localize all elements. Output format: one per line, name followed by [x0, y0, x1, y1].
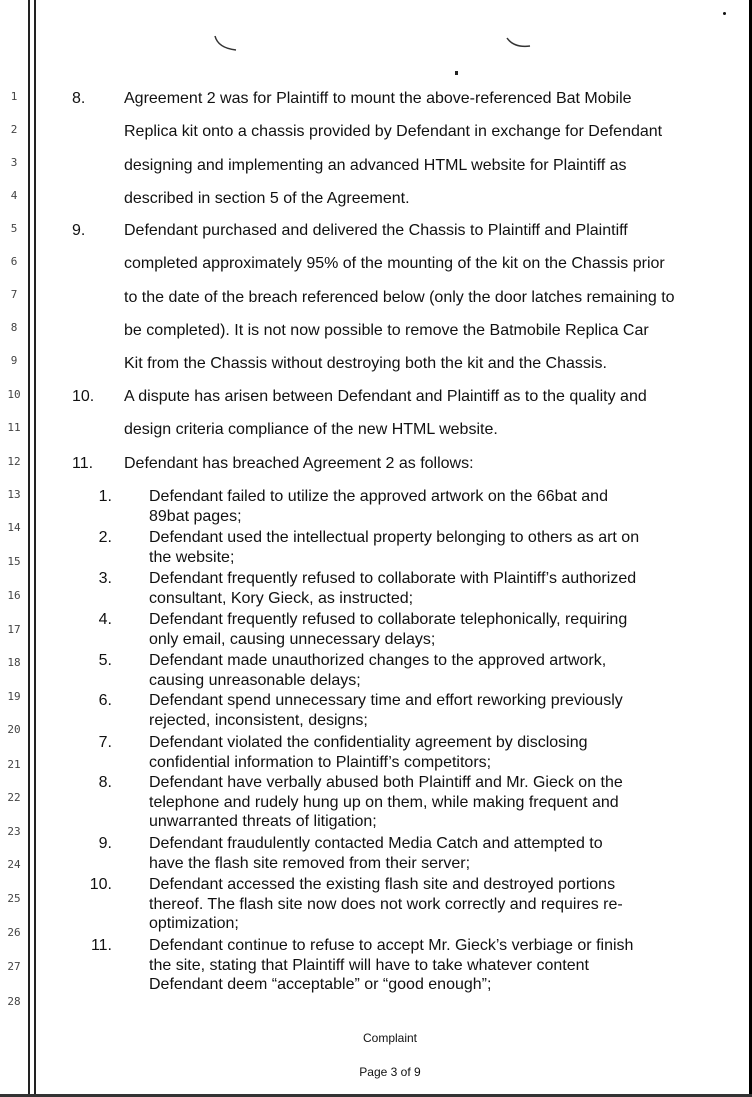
line-number: 19 — [7, 690, 21, 703]
scan-dot — [455, 71, 458, 75]
line-number: 24 — [7, 858, 21, 871]
breach-item-line: unwarranted threats of litigation; — [149, 813, 377, 830]
breach-item-number: 11. — [90, 937, 112, 954]
margin-rule-left — [28, 0, 30, 1097]
paragraph-line: Defendant has breached Agreement 2 as follows: — [124, 455, 474, 472]
line-number: 27 — [7, 960, 21, 973]
line-number: 3 — [10, 156, 18, 169]
breach-item-number: 9. — [98, 835, 112, 852]
breach-item-number: 7. — [98, 734, 112, 751]
breach-item-number: 6. — [98, 692, 112, 709]
line-number: 12 — [7, 455, 21, 468]
paragraph-line: design criteria compliance of the new HTML website. — [124, 421, 498, 439]
breach-item-line: 89bat pages; — [149, 507, 242, 525]
footer-title: Complaint — [362, 1031, 418, 1045]
breach-item-number: 2. — [98, 529, 112, 546]
breach-item-line: Defendant failed to utilize the approved artwork on the 66bat and — [149, 488, 608, 505]
line-number: 4 — [10, 189, 18, 202]
paragraph-number: 10. — [72, 388, 95, 405]
breach-item-line: Defendant fraudulently contacted Media Catch and attempted to — [149, 835, 603, 852]
paragraph-line: described in section 5 of the Agreement. — [124, 189, 410, 207]
breach-item-line: only email, causing unnecessary delays; — [149, 630, 436, 648]
line-number: 9 — [10, 354, 18, 367]
breach-item-line: causing unreasonable delays; — [149, 671, 361, 689]
breach-item-line: Defendant spend unnecessary time and effort reworking previously — [149, 692, 623, 709]
breach-item-number: 10. — [89, 876, 112, 893]
breach-item-number: 5. — [98, 652, 112, 669]
breach-item-number: 3. — [98, 570, 112, 587]
breach-item-line: Defendant frequently refused to collaborate with Plaintiff’s authorized — [149, 570, 637, 587]
breach-item-line: Defendant have verbally abused both Plaintiff and Mr. Gieck on the — [149, 774, 623, 791]
line-number: 13 — [7, 488, 21, 501]
paragraph-line: A dispute has arisen between Defendant and Plaintiff as to the quality and — [124, 388, 647, 405]
line-number: 25 — [7, 892, 21, 905]
line-number: 21 — [7, 758, 21, 771]
line-number: 23 — [7, 825, 21, 838]
breach-item-line: the site, stating that Plaintiff will have to take whatever content — [149, 956, 589, 974]
paragraph-line: Kit from the Chassis without destroying both the kit and the Chassis. — [124, 355, 607, 373]
breach-item-line: the website; — [149, 548, 235, 566]
paragraph-number: 11. — [72, 455, 94, 472]
line-number: 2 — [10, 123, 18, 136]
breach-item-line: Defendant continue to refuse to accept Mr. Gieck’s verbiage or finish — [149, 937, 634, 954]
line-number: 10 — [7, 388, 21, 401]
breach-item-number: 8. — [98, 774, 112, 791]
scan-mark-right — [504, 34, 532, 52]
breach-item-line: telephone and rudely hung up on them, while making frequent and — [149, 793, 619, 811]
breach-item-line: thereof. The flash site now does not work correctly and requires re- — [149, 895, 623, 913]
paragraph-line: be completed). It is not now possible to remove the Batmobile Replica Car — [124, 321, 649, 339]
breach-item-line: Defendant violated the confidentiality agreement by disclosing — [149, 734, 588, 751]
line-number: 6 — [10, 255, 18, 268]
breach-item-line: Defendant frequently refused to collaborate telephonically, requiring — [149, 611, 628, 628]
breach-item-line: confidential information to Plaintiff’s competitors; — [149, 753, 492, 771]
margin-rule-left-inner — [34, 0, 36, 1097]
line-number: 20 — [7, 723, 21, 736]
line-number: 8 — [10, 321, 18, 334]
footer-page-number: Page 3 of 9 — [359, 1065, 421, 1079]
breach-item-line: optimization; — [149, 915, 239, 932]
line-number: 11 — [7, 421, 21, 434]
line-number: 18 — [7, 656, 21, 669]
line-number: 5 — [10, 222, 18, 235]
paragraph-line: to the date of the breach referenced below (only the door latches remaining to — [124, 288, 675, 306]
breach-item-line: Defendant made unauthorized changes to the approved artwork, — [149, 652, 607, 669]
scan-dot — [723, 12, 726, 15]
paragraph-line: Defendant purchased and delivered the Chassis to Plaintiff and Plaintiff — [124, 222, 628, 239]
paragraph-number: 8. — [72, 90, 86, 107]
line-number: 15 — [7, 555, 21, 568]
scan-mark-left — [212, 34, 240, 54]
line-number: 17 — [7, 623, 21, 636]
breach-item-line: Defendant deem “acceptable” or “good enough”; — [149, 976, 492, 993]
paragraph-line: Replica kit onto a chassis provided by Defendant in exchange for Defendant — [124, 123, 663, 141]
breach-item-line: consultant, Kory Gieck, as instructed; — [149, 589, 414, 607]
paragraph-line: designing and implementing an advanced HTML website for Plaintiff as — [124, 156, 627, 174]
breach-item-line: Defendant accessed the existing flash site and destroyed portions — [149, 876, 616, 893]
line-number: 14 — [7, 521, 21, 534]
paragraph-line: completed approximately 95% of the mounting of the kit on the Chassis prior — [124, 255, 665, 273]
line-number: 7 — [10, 288, 18, 301]
breach-item-line: Defendant used the intellectual property belonging to others as art on — [149, 529, 640, 546]
line-number: 16 — [7, 589, 21, 602]
paragraph-line: Agreement 2 was for Plaintiff to mount the above-referenced Bat Mobile — [124, 90, 632, 107]
line-number: 28 — [7, 995, 21, 1008]
line-number: 1 — [10, 90, 18, 103]
breach-item-number: 4. — [98, 611, 112, 628]
breach-item-number: 1. — [98, 488, 112, 505]
line-number: 26 — [7, 926, 21, 939]
paragraph-number: 9. — [72, 222, 86, 239]
breach-item-line: rejected, inconsistent, designs; — [149, 711, 368, 729]
line-number: 22 — [7, 791, 21, 804]
breach-item-line: have the flash site removed from their server; — [149, 854, 471, 872]
